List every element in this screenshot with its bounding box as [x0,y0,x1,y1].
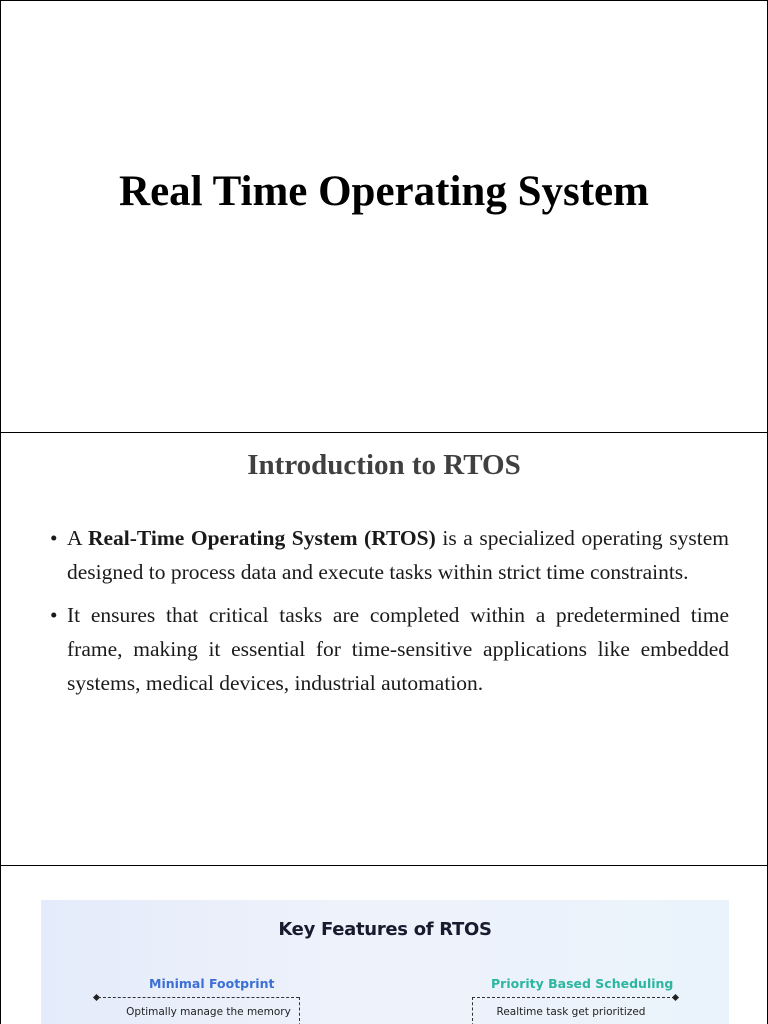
connector-line [472,997,675,998]
connector-line [472,997,473,1024]
feature-description: Realtime task get prioritized [496,1006,646,1018]
feature-name-priority-scheduling: Priority Based Scheduling [491,976,674,991]
slide-heading: Introduction to RTOS [247,449,521,481]
bullet-list [47,521,729,709]
key-features-infographic [41,900,729,1024]
bullet-marker: • [50,603,58,627]
connector-diamond [672,994,679,1001]
connector-line [98,997,299,998]
bullet-text: It ensures that critical tasks are completed within a predetermined time frame, making it essential for time-sensitive applications like embedded systems, medical devices, industrial automation. [67,603,729,695]
list-item [47,598,729,700]
bold-term: Real-Time Operating System (RTOS) [87,526,436,550]
features-slide [0,865,768,1024]
title-slide [0,0,768,434]
connector-line [299,997,300,1024]
infographic-title: Key Features of RTOS [278,919,492,940]
feature-description: Optimally manage the memory [126,1006,291,1018]
feature-name-minimal-footprint: Minimal Footprint [149,976,275,991]
bullet-marker: • [50,526,58,550]
intro-slide [0,432,768,866]
presentation-title: Real Time Operating System [119,168,649,215]
bullet-prefix: A [67,526,88,550]
bullet-text: is a specialized operating system designed to process data and execute tasks within strict time constraints. [67,526,729,584]
list-item [47,521,729,589]
